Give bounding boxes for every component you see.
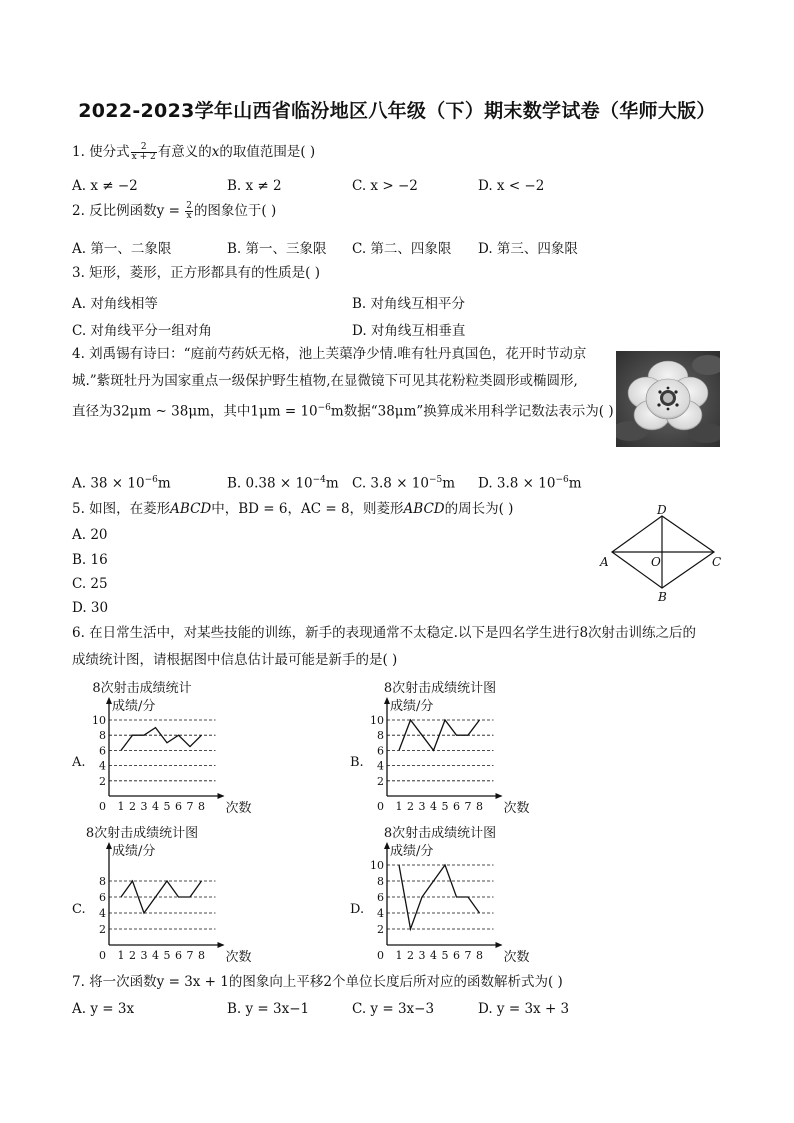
- q3-option-c[interactable]: C. 对角线平分一组对角: [72, 323, 212, 339]
- origin-label: 0: [99, 949, 106, 962]
- q4-line-2: 城.”紫斑牡丹为国家重点一级保护野生植物,在显微镜下可见其花粉粒类圆形或椭圆形,: [72, 373, 578, 389]
- chart-title: 8次射击成绩统计图: [85, 826, 199, 841]
- q4-line-1: 4. 刘禹锡有诗曰：“庭前芍药妖无格，池上芙蕖净少情.唯有牡丹真国色，花开时节动京: [72, 346, 587, 362]
- chart-title: 8次射击成绩统计图: [383, 826, 497, 841]
- q1-text-end: 的取值范围是( ): [219, 144, 316, 160]
- q3-option-d[interactable]: D. 对角线互相垂直: [352, 323, 466, 339]
- x-axis-arrow: [218, 942, 225, 948]
- x-tick-label: 3: [418, 949, 426, 962]
- q4-option-d-sup: −6: [555, 475, 569, 485]
- q5-option-d[interactable]: D. 30: [72, 600, 109, 616]
- chart-xlabel: 次数: [225, 950, 252, 965]
- x-axis-arrow: [218, 793, 225, 799]
- q5-option-c[interactable]: C. 25: [72, 576, 108, 592]
- chart-title: 8次射击成绩统计: [92, 681, 192, 696]
- q5-text-pre: 5. 如图，在菱形: [72, 501, 171, 517]
- chart-title: 8次射击成绩统计图: [383, 681, 497, 696]
- q4-option-d-label: D. 3.8 × 10: [478, 475, 556, 492]
- question-2: [72, 202, 276, 221]
- y-tick-label: 4: [377, 907, 384, 920]
- chart-xlabel: 次数: [503, 950, 530, 965]
- chart-ylabel: 成绩/分: [390, 844, 434, 859]
- origin-label: 0: [377, 949, 384, 962]
- chart-option-d[interactable]: [350, 823, 550, 965]
- q4-line-3: [72, 399, 614, 421]
- chart-option-b[interactable]: [350, 678, 550, 816]
- question-3: 3. 矩形，菱形，正方形都具有的性质是( ): [72, 265, 320, 281]
- q1-frac-den: x + 2: [131, 152, 156, 162]
- q1-option-a[interactable]: A. x ≠ −2: [72, 178, 138, 194]
- peony-photo: [616, 351, 720, 447]
- q5-shape-2: ABCD: [403, 501, 445, 517]
- y-tick-label: 8: [99, 875, 106, 888]
- q5-option-a[interactable]: A. 20: [72, 527, 108, 543]
- q4-option-a-label: A. 38 × 10: [72, 475, 145, 492]
- x-tick-label: 4: [430, 800, 437, 813]
- q3-option-a[interactable]: A. 对角线相等: [72, 296, 158, 312]
- x-tick-label: 3: [418, 800, 426, 813]
- q4-option-c-sup: −5: [428, 475, 443, 485]
- q6-line-2: 成绩统计图，请根据图中信息估计最可能是新手的是( ): [72, 652, 398, 668]
- line-chart-svg: [72, 823, 272, 965]
- x-tick-label: 2: [129, 949, 136, 962]
- chart-ylabel: 成绩/分: [390, 699, 434, 714]
- y-tick-label: 4: [99, 907, 106, 920]
- origin-label: 0: [99, 800, 106, 813]
- chart-xlabel: 次数: [225, 801, 252, 816]
- x-tick-label: 7: [464, 800, 472, 813]
- x-tick-label: 7: [464, 949, 472, 962]
- vertex-label-b: B: [658, 590, 667, 604]
- y-tick-label: 10: [370, 859, 384, 872]
- q1-option-b[interactable]: B. x ≠ 2: [227, 178, 282, 194]
- x-tick-label: 7: [186, 800, 194, 813]
- y-tick-label: 2: [99, 923, 106, 936]
- x-tick-label: 7: [186, 949, 194, 962]
- x-tick-label: 3: [140, 949, 148, 962]
- q1-fraction: [131, 143, 157, 162]
- line-chart-svg: [350, 678, 550, 816]
- q2-option-a[interactable]: A. 第一、二象限: [72, 241, 172, 257]
- x-tick-label: 8: [476, 949, 483, 962]
- question-5: [72, 500, 513, 518]
- question-1: [72, 143, 315, 162]
- q2-text-post: 的图象位于( ): [193, 203, 277, 219]
- q5-option-b[interactable]: B. 16: [72, 552, 108, 568]
- q4-option-c-unit: m: [442, 475, 456, 492]
- chart-option-label: D.: [350, 902, 365, 917]
- y-tick-label: 2: [99, 774, 106, 788]
- q7-option-b[interactable]: B. y = 3x−1: [227, 1001, 310, 1017]
- q2-text-pre: 2. 反比例函数y =: [72, 203, 185, 219]
- y-tick-label: 8: [99, 729, 106, 743]
- q2-option-c[interactable]: C. 第二、四象限: [352, 241, 452, 257]
- x-tick-label: 5: [441, 949, 449, 962]
- origin-label: 0: [377, 800, 384, 813]
- y-tick-label: 4: [99, 759, 106, 773]
- q4-option-c-label: C. 3.8 × 10: [352, 475, 429, 492]
- y-tick-label: 10: [92, 714, 106, 727]
- x-tick-label: 2: [407, 800, 414, 813]
- x-tick-label: 6: [453, 949, 460, 962]
- q7-option-d[interactable]: D. y = 3x + 3: [478, 1001, 570, 1017]
- x-tick-label: 4: [152, 800, 159, 813]
- x-tick-label: 4: [430, 949, 437, 962]
- peony-image: [616, 351, 720, 447]
- question-7: 7. 将一次函数y = 3x + 1的图象向上平移2个单位长度后所对应的函数解析式为( ): [72, 974, 563, 990]
- x-tick-label: 8: [198, 949, 205, 962]
- q4-line-3b: m数据“38μm”换算成米用科学记数法表示为( ): [330, 403, 614, 420]
- x-tick-label: 6: [453, 800, 460, 813]
- chart-ylabel: 成绩/分: [112, 844, 156, 859]
- x-tick-label: 6: [175, 800, 182, 813]
- y-tick-label: 8: [377, 729, 384, 743]
- q4-option-b[interactable]: [227, 475, 339, 492]
- q4-option-a-sup: −6: [144, 475, 158, 485]
- q1-var: x: [211, 144, 220, 160]
- y-tick-label: 2: [377, 774, 384, 788]
- x-axis-arrow: [496, 793, 503, 799]
- q4-option-b-label: B. 0.38 × 10: [227, 475, 313, 492]
- q2-frac-den: x: [186, 211, 192, 221]
- chart-option-a[interactable]: [72, 678, 272, 816]
- x-tick-label: 1: [117, 800, 125, 813]
- series-line: [121, 728, 202, 751]
- page-title: 2022-2023学年山西省临汾地区八年级（下）期末数学试卷（华师大版）: [78, 100, 716, 122]
- line-chart-svg: [350, 823, 550, 965]
- chart-ylabel: 成绩/分: [112, 699, 156, 714]
- q4-option-b-sup: −4: [312, 475, 326, 485]
- chart-option-label: A.: [72, 755, 86, 770]
- chart-option-c[interactable]: [72, 823, 272, 965]
- y-tick-label: 2: [377, 923, 384, 936]
- q2-option-b[interactable]: B. 第一、三象限: [227, 241, 327, 257]
- x-tick-label: 3: [140, 800, 148, 813]
- q2-frac-num: 2: [186, 201, 192, 211]
- x-tick-label: 6: [175, 949, 182, 962]
- x-tick-label: 8: [198, 800, 205, 813]
- y-tick-label: 6: [99, 891, 106, 904]
- q4-line-3a: 直径为32μm ~ 38μm，其中1μm = 10: [72, 403, 318, 420]
- vertex-label-d: D: [657, 503, 667, 517]
- center-label-o: O: [651, 555, 661, 569]
- q4-option-a-unit: m: [157, 475, 171, 492]
- q4-option-b-unit: m: [325, 475, 339, 492]
- y-tick-label: 6: [377, 744, 384, 758]
- q1-text-post: 有意义的: [157, 144, 212, 160]
- chart-xlabel: 次数: [503, 801, 530, 816]
- x-tick-label: 1: [117, 949, 125, 962]
- x-tick-label: 2: [129, 800, 136, 813]
- q4-line-3-sup: −6: [317, 403, 331, 413]
- q6-line-1: 6. 在日常生活中，对某些技能的训练，新手的表现通常不太稳定.以下是四名学生进行8次射击训练之后的: [72, 625, 697, 641]
- vertex-label-a: A: [600, 555, 609, 569]
- x-tick-label: 5: [163, 800, 171, 813]
- q2-option-d[interactable]: D. 第三、四象限: [478, 241, 578, 257]
- y-tick-label: 4: [377, 759, 384, 773]
- line-chart-svg: [72, 678, 272, 816]
- y-tick-label: 6: [377, 891, 384, 904]
- y-tick-label: 8: [377, 875, 384, 888]
- q5-text-mid: 中，BD = 6，AC = 8，则菱形: [211, 501, 404, 517]
- series-line: [399, 720, 480, 750]
- rhombus-figure: [596, 500, 732, 606]
- q3-option-b[interactable]: B. 对角线互相平分: [352, 296, 466, 312]
- y-tick-label: 10: [370, 714, 384, 727]
- q4-option-d-unit: m: [568, 475, 582, 492]
- x-tick-label: 1: [395, 800, 403, 813]
- q2-fraction: [185, 202, 193, 221]
- q7-option-c[interactable]: C. y = 3x−3: [352, 1001, 435, 1017]
- q1-option-d[interactable]: D. x < −2: [478, 178, 545, 194]
- x-tick-label: 4: [152, 949, 159, 962]
- q4-option-d[interactable]: [478, 475, 582, 492]
- chart-option-label: C.: [72, 902, 86, 917]
- q7-option-a[interactable]: A. y = 3x: [72, 1001, 135, 1017]
- x-tick-label: 2: [407, 949, 414, 962]
- x-axis-arrow: [496, 942, 503, 948]
- q1-frac-num: 2: [131, 143, 157, 153]
- q5-text-end: 的周长为( ): [444, 501, 514, 517]
- q1-text-pre: 1. 使分式: [72, 144, 130, 160]
- x-tick-label: 8: [476, 800, 483, 813]
- q1-option-c[interactable]: C. x > −2: [352, 178, 418, 194]
- x-tick-label: 5: [441, 800, 449, 813]
- q4-option-c[interactable]: [352, 475, 455, 492]
- chart-option-label: B.: [350, 755, 364, 770]
- vertex-label-c: C: [712, 555, 722, 569]
- q5-shape: ABCD: [170, 501, 212, 517]
- x-tick-label: 1: [395, 949, 403, 962]
- q4-option-a[interactable]: [72, 475, 171, 492]
- y-tick-label: 6: [99, 744, 106, 758]
- x-tick-label: 5: [163, 949, 171, 962]
